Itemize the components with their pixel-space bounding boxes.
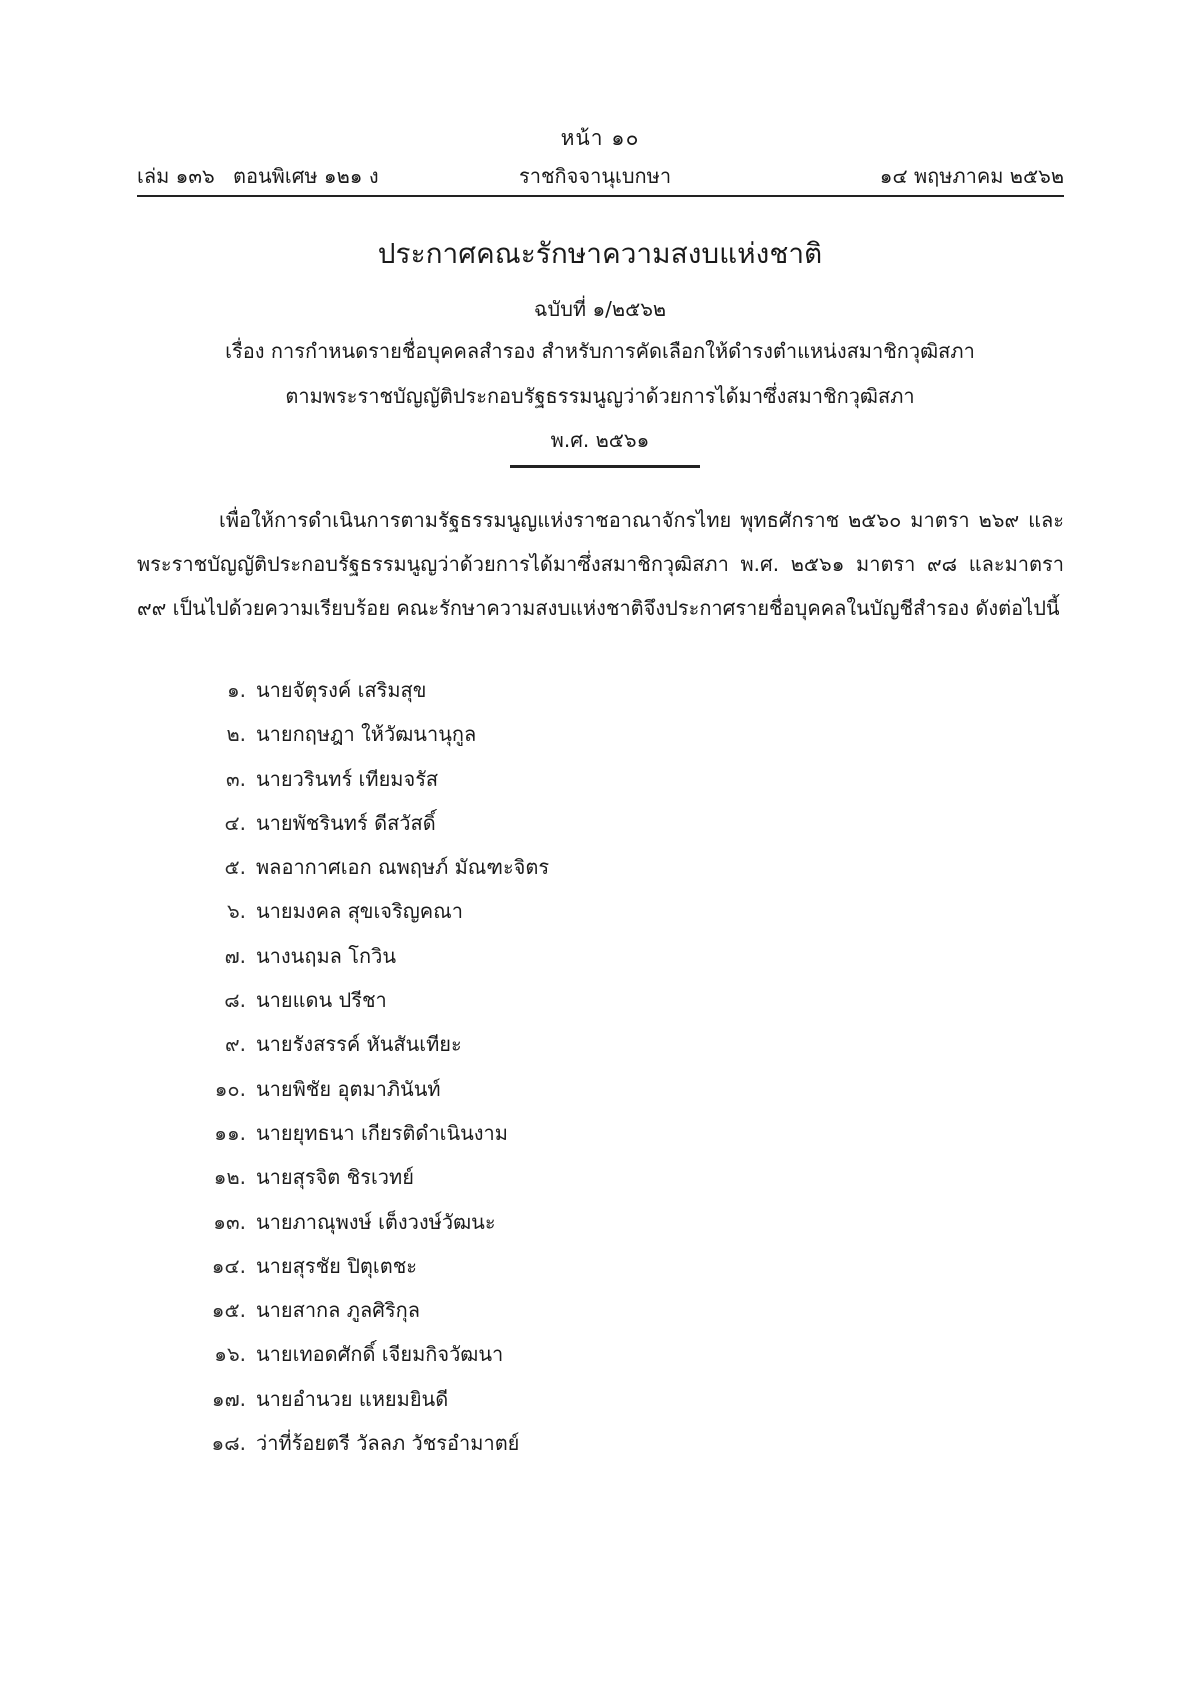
list-item-number: ๓. [225,766,246,791]
gazette-date: ๑๔ พฤษภาคม ๒๕๖๒ [879,164,1064,188]
list-item-name: นายพิชัย อุตมาภินันท์ [256,1076,441,1101]
gazette-volume: เล่ม ๑๓๖ [137,164,215,188]
list-item-name: นายแดน ปรีชา [256,988,387,1013]
list-item-number: ๑. [226,678,246,702]
list-item-name: ว่าที่ร้อยตรี วัลลภ วัชรอำมาตย์ [256,1431,520,1456]
announcement-edition: ฉบับที่ ๑/๒๕๖๒ [533,297,667,321]
page-number: หน้า ๑๐ [560,126,640,150]
list-item [200,718,549,762]
list-item-number: ๙. [224,1032,246,1057]
list-item-name: นายกฤษฎา ให้วัฒนานุกูล [256,722,477,747]
list-item [200,674,549,718]
list-item-name: นางนฤมล โกวิน [256,943,396,968]
list-item-name: นายสุรจิต ชิรเวทย์ [256,1165,414,1190]
list-item [200,763,549,807]
list-item [200,1117,549,1161]
title-divider [510,465,700,468]
list-item [200,1161,549,1205]
list-item-number: ๕. [224,855,246,880]
list-item-name: นายสุรชัย ปิตุเตชะ [256,1253,418,1278]
list-item-number: ๔. [224,810,246,835]
announcement-subject-line-2: ตามพระราชบัญญัติประกอบรัฐธรรมนูญว่าด้วยการได้มาซึ่งสมาชิกวุฒิสภา [285,384,915,408]
list-item-number: ๑๐. [214,1076,246,1101]
reserve-name-list [200,674,549,1471]
list-item-number: ๑๗. [211,1386,246,1411]
list-item [200,1028,549,1072]
list-item-number: ๖. [226,899,246,924]
list-item-number: ๑๒. [213,1165,246,1190]
list-item-name: นายภาณุพงษ์ เต็งวงษ์วัฒนะ [256,1209,496,1234]
list-item-name: นายวรินทร์ เทียมจรัส [256,766,439,791]
list-item-name: พลอากาศเอก ณพฤษภ์ มัณฑะจิตร [256,855,550,880]
list-item-name: นายรังสรรค์ หันสันเทียะ [256,1032,462,1057]
gazette-issue: ตอนพิเศษ ๑๒๑ ง [233,164,379,188]
announcement-title: ประกาศคณะรักษาความสงบแห่งชาติ [377,237,823,270]
gazette-header [137,160,1064,192]
announcement-subject-line-3: พ.ศ. ๒๕๖๑ [550,428,650,452]
list-item-name: นายยุทธนา เกียรติดำเนินงาม [256,1120,508,1145]
list-item-number: ๑๖. [214,1342,246,1367]
list-item-number: ๒. [226,722,246,747]
list-item-name: นายสากล ภูลศิริกุล [256,1298,421,1323]
list-item [200,1250,549,1294]
list-item [200,895,549,939]
gazette-name: ราชกิจจานุเบกษา [519,164,672,188]
list-item [200,1206,549,1250]
list-item-number: ๑๔. [211,1253,246,1278]
list-item-name: นายพัชรินทร์ ดีสวัสดิ์ [256,810,436,835]
list-item-name: นายเทอดศักดิ์ เจียมกิจวัฒนา [256,1342,504,1367]
list-item-name: นายอำนวย แหยมยินดี [256,1386,449,1411]
list-item-number: ๑๘. [211,1431,246,1456]
list-item [200,1073,549,1117]
list-item-name: นายมงคล สุขเจริญคณา [256,899,463,924]
list-item-name: นายจัตุรงค์ เสริมสุข [256,678,427,702]
list-item [200,1383,549,1427]
list-item [200,1338,549,1382]
list-item [200,940,549,984]
list-item-number: ๑๑. [214,1120,246,1145]
list-item-number: ๘. [224,988,246,1013]
list-item [200,807,549,851]
list-item [200,1427,549,1471]
header-divider [137,195,1064,197]
list-item [200,984,549,1028]
list-item-number: ๗. [224,943,246,968]
announcement-subject-line-1: เรื่อง การกำหนดรายชื่อบุคคลสำรอง สำหรับการคัดเลือกให้ดำรงตำแหน่งสมาชิกวุฒิสภา [225,339,975,363]
body-paragraph: เพื่อให้การดำเนินการตามรัฐธรรมนูญแห่งราชอาณาจักรไทย พุทธศักราช ๒๕๖๐ มาตรา ๒๖๙ และพระราชบัญญัติประกอบรัฐธรรมนูญว่าด้วยการได้มาซึ่งสมาชิกวุฒิสภา พ.ศ. ๒๕๖๑ มาตรา ๙๘ และมาตรา ๙๙ เป็นไปด้วยความเรียบร้อย คณะรักษาความสงบแห่งชาติจึงประกาศรายชื่อบุคคลในบัญชีสำรอง ดังต่อไปนี้ [137,508,1064,620]
list-item-number: ๑๓. [213,1209,246,1234]
list-item [200,1294,549,1338]
list-item-number: ๑๕. [211,1298,246,1323]
list-item [200,851,549,895]
